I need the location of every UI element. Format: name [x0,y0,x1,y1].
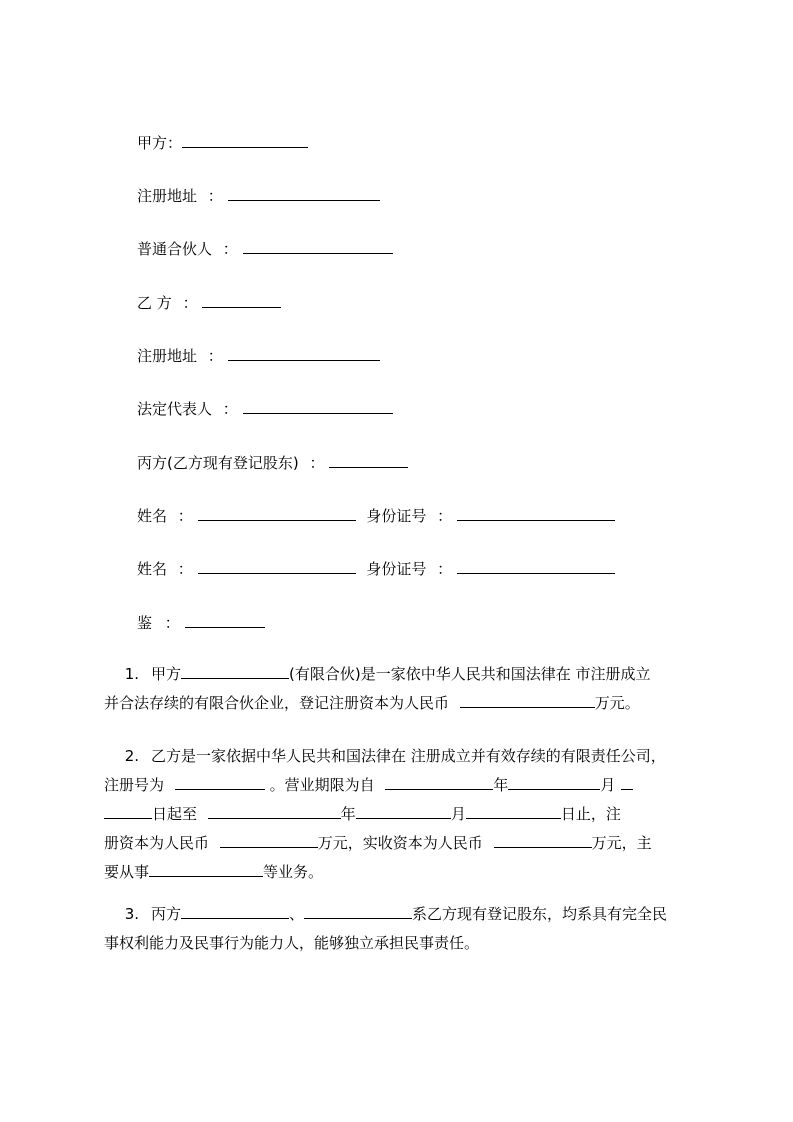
clause-text: 甲方 [151,665,182,683]
party-c-field [137,450,408,474]
general-partner-field [137,236,393,260]
reg-address-a-field [137,183,380,207]
party-c-label: 丙方(乙方现有登记股东) [137,454,299,472]
start-month-blank[interactable] [508,772,600,790]
legal-rep-field [137,396,393,420]
clause-text: 注册号为 [104,776,165,794]
shareholder-id-blank[interactable] [457,556,615,574]
legal-rep-label: 法定代表人 [137,400,213,418]
shareholder-id-label: 身份证号 [366,507,427,525]
shareholder-id-colon: ： [437,507,453,525]
shareholder-a-blank[interactable] [181,901,289,919]
party-a-field [137,130,308,154]
clause-text: 万元，实收资本为人民币 [317,834,483,852]
reg-address-b-blank[interactable] [228,343,380,361]
shareholder-id-colon: ： [437,560,453,578]
shareholder-b-blank[interactable] [304,901,412,919]
witness-colon: ： [164,614,180,632]
party-b-field [137,290,281,314]
reg-address-a-label: 注册地址 [137,187,198,205]
shareholder-row [137,556,615,580]
shareholder-name-colon: ： [177,560,193,578]
start-year-blank[interactable] [385,772,493,790]
clause-line [104,800,714,829]
paid-in-capital-blank[interactable] [494,830,592,848]
end-month-blank[interactable] [356,801,451,819]
witness-blank[interactable] [185,610,265,628]
reg-address-b-field [137,343,380,367]
clause-line [104,900,714,929]
clause-text: 事权利能力及民事行为能力人，能够独立承担民事责任。 [104,934,480,952]
clause-text: 并合法存续的有限合伙企业，登记注册资本为人民币 [104,694,450,712]
reg-address-b-label: 注册地址 [137,347,198,365]
general-partner-colon: ： [222,240,238,258]
registered-capital-blank[interactable] [460,690,595,708]
clause-line [104,660,714,689]
clause-number: 3. [124,905,139,923]
reg-address-b-colon: ： [207,347,223,365]
clause-text: 乙方是一家依据中华人民共和国法律在 注册成立并有效存续的有限责任公司， [151,747,666,765]
registered-capital-b-blank[interactable] [220,830,318,848]
party-c-colon: ： [309,454,325,472]
partnership-name-blank[interactable] [181,661,289,679]
shareholder-name-blank[interactable] [198,556,356,574]
clause-text: 日止，注 [560,805,621,823]
end-year-blank[interactable] [208,801,341,819]
clause-text: 。营业期限为自 [269,776,375,794]
clause-text: 、 [289,905,305,923]
clause-text: 日起至 [152,805,198,823]
shareholder-row [137,503,615,527]
start-day-blank-a[interactable] [621,772,633,790]
party-b-colon: ： [182,294,198,312]
witness-field [137,610,265,634]
shareholder-id-label: 身份证号 [366,560,427,578]
clause-text: 月 [450,805,466,823]
clause-line [104,771,714,800]
reg-address-a-blank[interactable] [228,183,380,201]
general-partner-blank[interactable] [243,236,393,254]
shareholder-name-label: 姓名 [137,507,168,525]
clause-1 [104,660,714,718]
clause-line [104,929,714,958]
party-b-blank[interactable] [202,290,281,308]
clause-number: 1. [124,665,139,683]
end-day-blank[interactable] [466,801,561,819]
party-b-label: 乙 方 [137,294,172,312]
clause-text: 年 [493,776,509,794]
clause-text: 系乙方现有登记股东，均系具有完全民 [412,905,668,923]
clause-line [104,858,714,887]
general-partner-label: 普通合伙人 [137,240,213,258]
clause-line [104,742,714,771]
clause-text: 丙方 [151,905,182,923]
party-a-label: 甲方： [137,134,183,152]
clause-line [104,829,714,858]
registration-number-blank[interactable] [175,772,265,790]
clause-text: 册资本为人民币 [104,834,210,852]
clause-line [104,689,714,718]
clause-text: 月 [600,776,616,794]
clause-number: 2. [124,747,139,765]
reg-address-a-colon: ： [207,187,223,205]
clause-text: 万元。 [594,694,640,712]
shareholder-id-blank[interactable] [457,503,615,521]
legal-rep-blank[interactable] [243,396,393,414]
start-day-blank-b[interactable] [104,801,152,819]
clause-text: 要从事 [104,863,150,881]
shareholder-name-blank[interactable] [198,503,356,521]
legal-rep-colon: ： [222,400,238,418]
clause-text: (有限合伙)是一家依中华人民共和国法律在 市注册成立 [289,665,651,683]
clause-text: 年 [340,805,356,823]
shareholder-name-colon: ： [177,507,193,525]
clause-text: 等业务。 [263,863,324,881]
clause-3 [104,900,714,958]
business-scope-blank[interactable] [149,859,263,877]
witness-label: 鉴 [137,614,153,632]
shareholder-name-label: 姓名 [137,560,168,578]
clause-2 [104,742,714,887]
clause-text: 万元，主 [591,834,652,852]
party-c-blank[interactable] [329,450,408,468]
party-a-blank[interactable] [182,130,308,148]
